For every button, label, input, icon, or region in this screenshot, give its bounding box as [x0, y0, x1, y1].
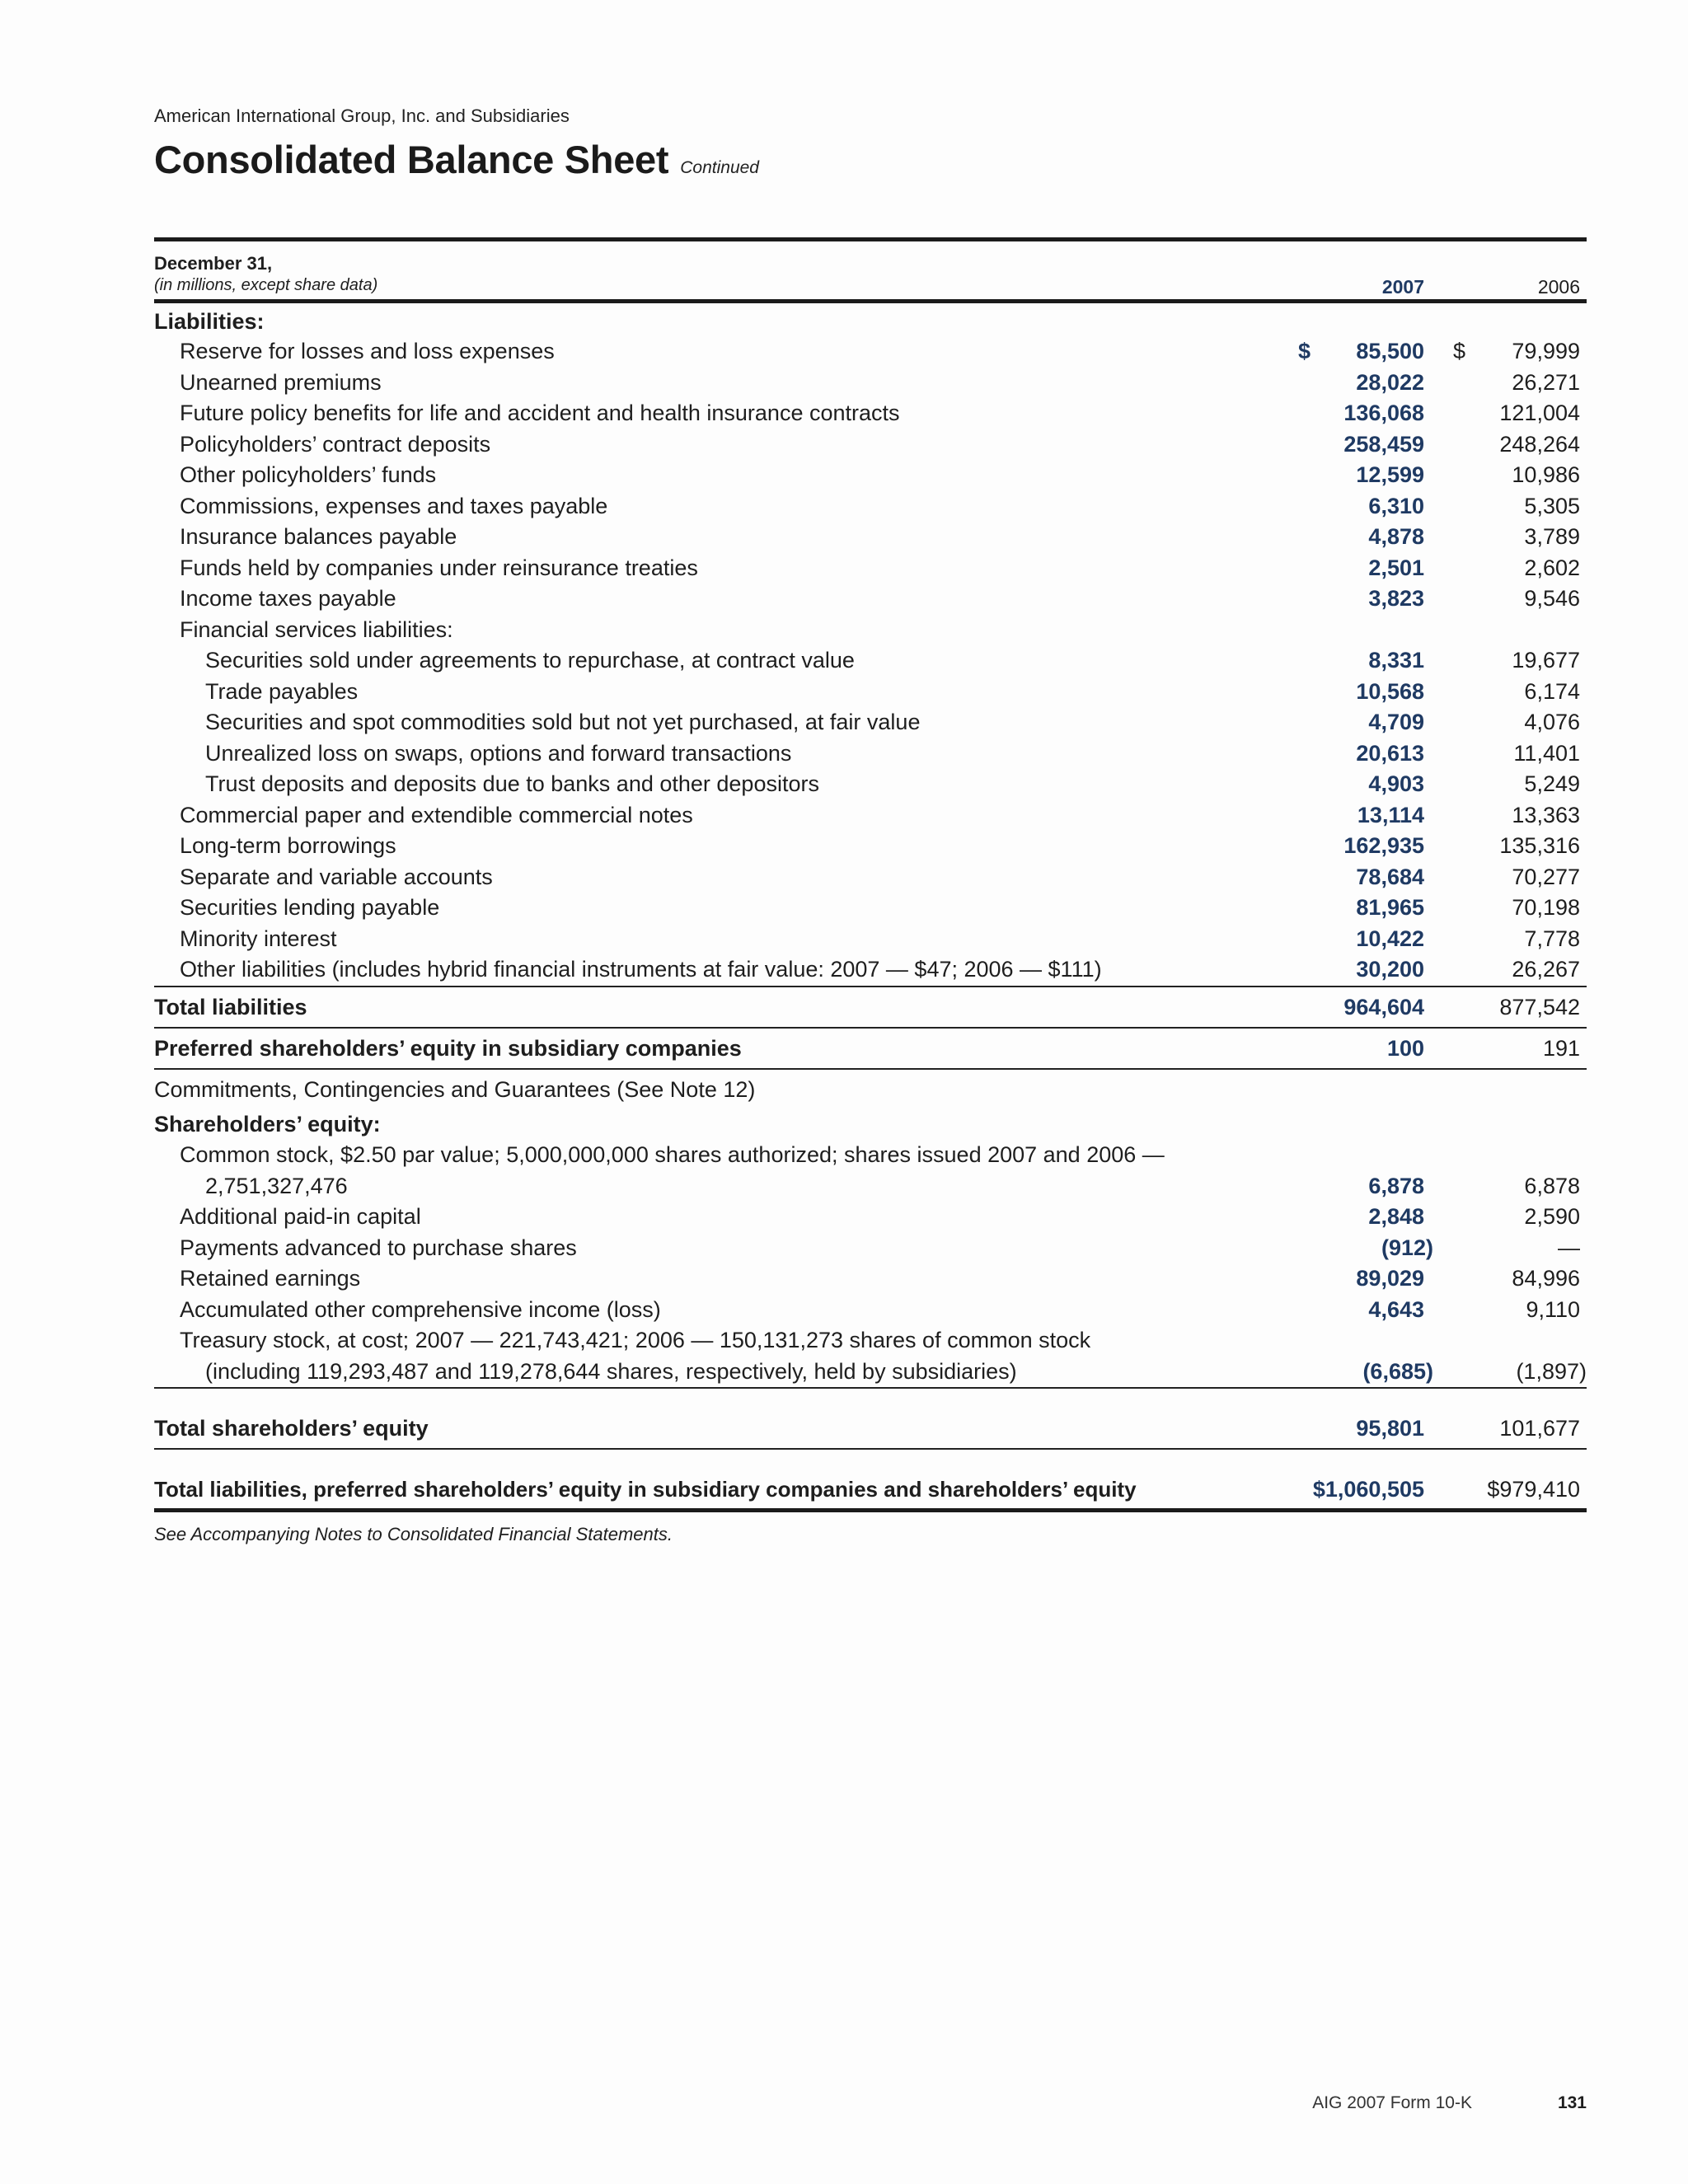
row-label: Funds held by companies under reinsurance treaties [180, 555, 698, 580]
row-label: Other policyholders’ funds [180, 462, 437, 487]
table-row [154, 368, 1587, 399]
units-label: (in millions, except share data) [154, 276, 378, 294]
table-row [154, 522, 1587, 553]
value-2006: 19,677 [1512, 648, 1580, 673]
table-row [154, 615, 1587, 646]
table-row [154, 707, 1587, 738]
table-row [154, 924, 1587, 955]
row-label: Financial services liabilities: [180, 616, 453, 642]
total-equity-row [154, 1413, 1587, 1445]
value-2007: (912) [1381, 1235, 1433, 1260]
page-footer [1312, 2093, 1587, 2113]
row-label: Separate and variable accounts [180, 864, 493, 889]
value-2007: 12,599 [1356, 462, 1424, 487]
value-2006: 6,878 [1524, 1173, 1580, 1198]
value-2006: 248,264 [1499, 431, 1580, 457]
company-name: American International Group, Inc. and Subsidiaries [154, 105, 570, 126]
commitments-note: Commitments, Contingencies and Guarantees (See Note 12) [154, 1076, 756, 1102]
table-row [154, 336, 1587, 368]
value-2006: 7,778 [1524, 926, 1580, 951]
row-label: Future policy benefits for life and accident and health insurance contracts [180, 401, 900, 425]
row-label: Securities sold under agreements to repurchase, at contract value [205, 648, 855, 673]
row-label: Insurance balances payable [180, 524, 457, 549]
row-label: Trade payables [205, 678, 359, 704]
value-2006: 11,401 [1513, 740, 1580, 766]
value-2007: 6,310 [1368, 493, 1424, 518]
value-2006: 10,986 [1512, 462, 1580, 487]
dollar-sign-2006: $ [1452, 339, 1465, 363]
value-2007: 8,331 [1368, 648, 1424, 673]
row-label: Retained earnings [180, 1266, 361, 1291]
value-2006: 9,546 [1524, 586, 1580, 611]
value-2007: 78,684 [1356, 864, 1424, 889]
form-label: AIG 2007 Form 10-K [1312, 2093, 1472, 2112]
value-2007: 2,848 [1368, 1204, 1424, 1229]
row-label: Securities lending payable [180, 895, 440, 920]
row-label: Other liabilities (includes hybrid financial instruments at fair value: 2007 — $47; 2006 — $111) [180, 957, 1102, 982]
value-2007: 4,709 [1368, 710, 1424, 734]
value-2007: 136,068 [1343, 401, 1424, 425]
value-2007: 20,613 [1356, 740, 1424, 766]
grand-total-row [154, 1474, 1587, 1506]
table-row [154, 553, 1587, 584]
title-row [154, 137, 759, 182]
value-2007: 162,935 [1343, 833, 1424, 858]
value-2007: 10,422 [1356, 926, 1424, 951]
page-title: Consolidated Balance Sheet [154, 138, 669, 181]
value-2007: 4,878 [1368, 524, 1424, 549]
row-label: Common stock, $2.50 par value; 5,000,000,000 shares authorized; shares issued 2007 and 2006 — [180, 1142, 1165, 1167]
value-2007: 100 [1386, 1035, 1424, 1061]
value-2007: 81,965 [1356, 895, 1424, 920]
table-row [154, 1357, 1587, 1388]
row-label: Unearned premiums [180, 369, 382, 395]
table-row [154, 1202, 1587, 1233]
liabilities-heading: Liabilities: [154, 309, 265, 334]
table-row [154, 429, 1587, 461]
value-2007: 2,501 [1368, 555, 1424, 580]
value-2006: 79,999 [1512, 339, 1580, 363]
value-2006: 121,004 [1499, 401, 1580, 425]
value-2007: 258,459 [1343, 431, 1424, 457]
value-2006: 6,174 [1524, 678, 1580, 704]
value-2007: 30,200 [1356, 957, 1424, 982]
commitments-row [154, 1070, 1587, 1109]
table-row [154, 1263, 1587, 1295]
value-2006: 101,677 [1499, 1416, 1580, 1441]
value-2007: 4,643 [1368, 1296, 1424, 1322]
value-2006: — [1558, 1235, 1580, 1260]
table-row [154, 831, 1587, 862]
row-label: Income taxes payable [180, 586, 396, 611]
table-row [154, 1171, 1587, 1202]
balance-sheet-table [154, 237, 1587, 1545]
table-row [154, 738, 1587, 770]
table-row [154, 1233, 1587, 1264]
equity-heading: Shareholders’ equity: [154, 1111, 381, 1137]
value-2006: 70,277 [1512, 864, 1580, 889]
value-2006: 26,271 [1512, 369, 1580, 395]
value-2006: 4,076 [1524, 710, 1580, 734]
row-label: Minority interest [180, 926, 337, 951]
column-header-2007: 2007 [1381, 276, 1424, 298]
value-2006: 70,198 [1512, 895, 1580, 920]
table-row [154, 800, 1587, 832]
row-label: Total liabilities [154, 994, 307, 1019]
table-header [154, 241, 1587, 299]
row-label: Commissions, expenses and taxes payable [180, 493, 608, 518]
row-label: Long-term borrowings [180, 833, 396, 858]
value-2006: $979,410 [1487, 1476, 1580, 1502]
row-label: Reserve for losses and loss expenses [180, 339, 555, 363]
row-label: Additional paid-in capital [180, 1204, 421, 1229]
preferred-equity-row [154, 1029, 1587, 1068]
table-row [154, 677, 1587, 708]
table-row [154, 398, 1587, 429]
row-label: Unrealized loss on swaps, options and forward transactions [205, 740, 792, 766]
continued-label: Continued [680, 158, 759, 177]
date-label: December 31, [154, 253, 273, 274]
table-row [154, 1140, 1587, 1171]
value-2006: 2,590 [1524, 1204, 1580, 1229]
value-2006: 26,267 [1512, 957, 1580, 982]
column-header-2006: 2006 [1537, 276, 1580, 298]
table-row [154, 1295, 1587, 1326]
value-2006: 84,996 [1512, 1266, 1580, 1291]
section-heading [154, 303, 1587, 336]
value-2007: (6,685) [1362, 1358, 1433, 1384]
value-2006: 9,110 [1526, 1296, 1580, 1322]
value-2006: 2,602 [1524, 555, 1580, 580]
value-2007: 28,022 [1356, 369, 1424, 395]
table-row [154, 769, 1587, 800]
row-label: Total shareholders’ equity [154, 1416, 429, 1441]
table-row [154, 862, 1587, 893]
row-label: Trust deposits and deposits due to banks and other depositors [205, 771, 819, 796]
value-2007: 6,878 [1368, 1173, 1424, 1198]
value-2006: 5,305 [1524, 493, 1580, 518]
value-2006: 5,249 [1524, 771, 1580, 796]
row-label: Policyholders’ contract deposits [180, 431, 491, 457]
table-row [154, 460, 1587, 491]
table-row [154, 954, 1587, 986]
page-number: 131 [1557, 2093, 1587, 2112]
value-2007: 85,500 [1356, 339, 1424, 363]
row-label-continued: (including 119,293,487 and 119,278,644 shares, respectively, held by subsidiaries) [205, 1358, 1017, 1384]
row-label: Treasury stock, at cost; 2007 — 221,743,421; 2006 — 150,131,273 shares of common stock [180, 1328, 1091, 1352]
value-2007: 89,029 [1356, 1266, 1424, 1291]
footnote: See Accompanying Notes to Consolidated Financial Statements. [154, 1524, 673, 1544]
value-2007: 95,801 [1356, 1416, 1424, 1441]
value-2007: 13,114 [1357, 802, 1424, 827]
dollar-sign-2007: $ [1297, 339, 1311, 363]
row-label: Commercial paper and extendible commercial notes [180, 802, 693, 827]
table-row [154, 645, 1587, 677]
table-row [154, 893, 1587, 924]
value-2006: 3,789 [1524, 524, 1580, 549]
value-2007: 10,568 [1356, 678, 1424, 704]
value-2006: 877,542 [1499, 994, 1580, 1019]
total-liabilities-row [154, 987, 1587, 1027]
row-label: Accumulated other comprehensive income (loss) [180, 1296, 661, 1322]
row-label: Payments advanced to purchase shares [180, 1235, 577, 1260]
row-label: Total liabilities, preferred shareholders’ equity in subsidiary companies and shareholders’ equity [154, 1476, 1137, 1502]
value-2007: 3,823 [1368, 586, 1424, 611]
row-label: Preferred shareholders’ equity in subsidiary companies [154, 1035, 742, 1061]
value-2006: 135,316 [1499, 833, 1580, 858]
value-2007: $1,060,505 [1312, 1476, 1424, 1502]
value-2007: 4,903 [1368, 771, 1424, 796]
row-label: Securities and spot commodities sold but not yet purchased, at fair value [205, 710, 921, 734]
value-2007: 964,604 [1343, 994, 1424, 1019]
row-label-continued: 2,751,327,476 [205, 1173, 348, 1198]
table-row [154, 1325, 1587, 1357]
table-row [154, 583, 1587, 615]
section-heading [154, 1109, 1587, 1141]
bottom-rule [154, 1508, 1587, 1512]
value-2006: 191 [1542, 1035, 1580, 1061]
value-2006: (1,897) [1516, 1358, 1587, 1384]
value-2006: 13,363 [1512, 802, 1580, 827]
table-row [154, 491, 1587, 523]
